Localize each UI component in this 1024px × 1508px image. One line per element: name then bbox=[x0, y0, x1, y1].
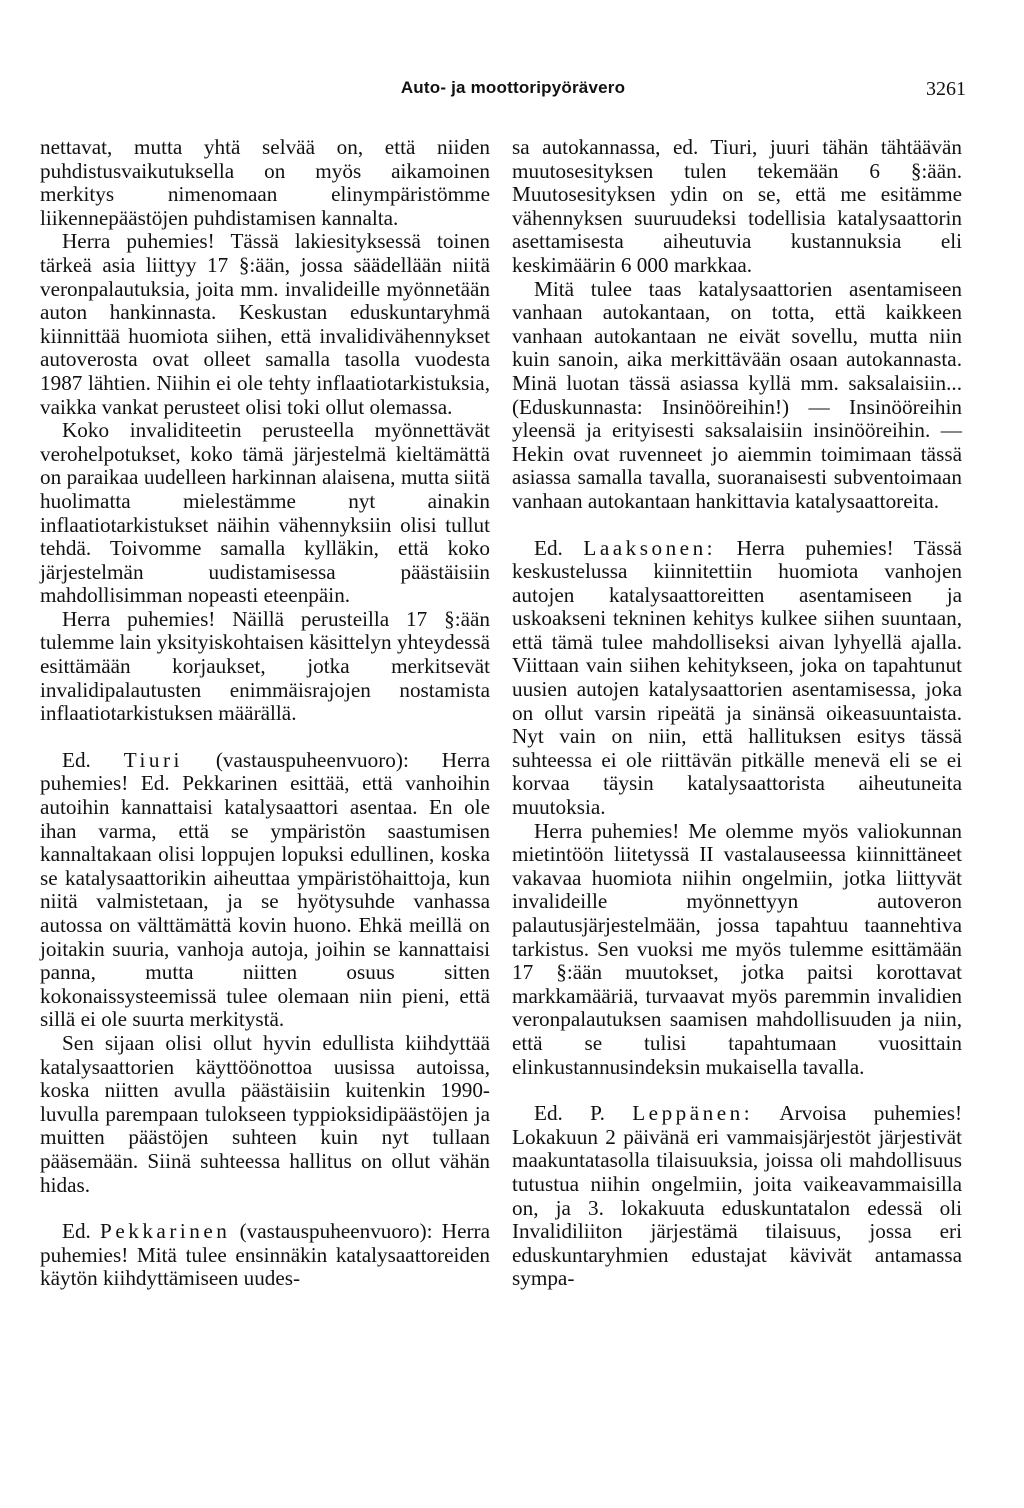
speaker-name: Tiuri bbox=[123, 747, 183, 772]
paragraph: Herra puhemies! Tässä lakiesityksessä toinen tärkeä asia liittyy 17 §:ään, jossa säädellään niitä veronpalautuksia, joita mm. invalideille myönnetään auton hankinnasta. Keskustan eduskuntaryhmä kiinnittää huomiota siihen, että invalidivähennykset autoverosta ovat olleet samalla tasolla vuodesta 1987 lähtien. Niihin ei ole tehty inflaatiotarkistuksia, vaikka vankat perusteet olisi toki ollut olemassa. bbox=[40, 229, 490, 419]
left-column bbox=[40, 136, 490, 1291]
speaker-prefix: Ed. P. bbox=[534, 1101, 605, 1126]
paragraph: Herra puhemies! Me olemme myös valiokunnan mietintöön liitetyssä II vastalauseessa kiinnittäneet vakavaa huomiota niihin ongelmiin, jotka liittyvät invalideille myönnettyyn autoveron palautusjärjestelmään, jossa tapahtuu taannehtiva tarkistus. Sen vuoksi me myös tulemme esittämään 17 §:ään muutokset, jotka paitsi korottavat markkamääriä, turvaavat myös paremmin invalidien veronpalautuksen saamisen mahdollisuuden ja niin, että se tulisi tapahtumaan vuosittain elinkustannusindeksin mukaisella tavalla. bbox=[512, 818, 962, 1079]
paragraph: Mitä tulee taas katalysaattorien asentamiseen vanhaan autokantaan, on totta, että kaikkeen vanhaan autokantaan ne eivät sovellu, mutta niin kuin sanoin, aika merkittävään osaan autokannasta. Minä luotan tässä asiassa kyllä mm. saksalaisiin... (Eduskunnasta: Insinööreihin!) — Insinööreihin yleensä ja erityisesti saksalaisiin insinööreihin. — Hekin ovat ruvenneet jo aiemmin toimimaan tässä asiassa samalla tavalla, suoranaisesti subventoimaan vanhaan autokantaan hankittavia katalysaattoreita. bbox=[512, 276, 962, 513]
page-number: 3261 bbox=[926, 78, 966, 100]
paragraph: Herra puhemies! Näillä perusteilla 17 §:ään tulemme lain yksityiskohtaisen käsittelyn yhteydessä esittämään korjaukset, jotka merkitsevät invalidipalautusten enimmäisrajojen nostamista inflaatiotarkistuksen määrällä. bbox=[40, 606, 490, 726]
running-title: Auto- ja moottoripyörävero bbox=[400, 78, 626, 97]
speech-text: (vastauspuheenvuoro): Herra puhemies! Mitä tulee ensinnäkin katalysaattoreiden käytön kiihdyttämiseen uudes- bbox=[40, 1219, 490, 1291]
speaker-name: Pekkarinen bbox=[100, 1219, 231, 1244]
paragraph: nettavat, mutta yhtä selvää on, että niiden puhdistusvaikutuksella on myös aikamoinen merkitys nimenomaan elinympäristömme liikennepäästöjen puhdistamisen kannalta. bbox=[40, 135, 490, 230]
speech-tiuri bbox=[40, 749, 490, 1032]
speaker-name: Laaksonen: bbox=[583, 535, 717, 560]
right-column bbox=[512, 136, 962, 1291]
speech-laaksonen bbox=[512, 537, 962, 820]
speech-text: Arvoisa puhemies! Lokakuun 2 päivänä eri vammaisjärjestöt järjestivät maakuntatasolla tilaisuuksia, joissa oli mahdollisuus tutustua niihin ongelmiin, joita vaikeavammaisilla on, ja 3. lokakuuta eduskuntatalon edessä oli Invalidiliiton järjestämä tilaisuus, jossa eri eduskuntaryhmien edustajat kävivät antamassa sympa- bbox=[512, 1101, 962, 1291]
paragraph: Sen sijaan olisi ollut hyvin edullista kiihdyttää katalysaattorien käyttöönottoa uusissa autoissa, koska niitten avulla päästäisiin kuitenkin 1990-luvulla parempaan tulokseen typpioksidipäästöjen ja muitten päästöjen suhteen kuin nyt tullaan pääsemään. Siinä suhteessa hallitus on ollut vähän hidas. bbox=[40, 1030, 490, 1197]
speech-text: (vastauspuheenvuoro): Herra puhemies! Ed. Pekkarinen esittää, että vanhoihin autoihin kannattaisi katalysaattori asentaa. En ole ihan varma, että se ympäristön saastumisen kannaltakaan olisi loppujen lopuksi edullinen, koska se katalysaattorikin aiheuttaa ympäristöhaittoja, kun niitä valmistetaan, ja se hyötysuhde vanhassa autossa on välttämättä kovin huono. Ehkä meillä on joitakin suuria, vanhoja autoja, joihin se kannattaisi panna, mutta niitten osuus sitten kokonaissysteemissä tulee olemaan niin pieni, että sillä ei ole suurta merkitystä. bbox=[40, 747, 490, 1032]
paragraph: Koko invaliditeetin perusteella myönnettävät verohelpotukset, koko tämä järjestelmä kieltämättä on paraikaa uudelleen harkinnan alaisena, mutta siitä huolimatta mielestämme nyt ainakin inflaatiotarkistukset näihin vähennyksiin olisi tullut tehdä. Toivomme samalla kylläkin, että koko järjestelmän uudistamisessa päästäisiin mahdollisimman nopeasti eteenpäin. bbox=[40, 418, 490, 608]
speaker-name: Leppänen: bbox=[632, 1101, 754, 1126]
speaker-prefix: Ed. bbox=[62, 1219, 91, 1244]
speech-leppanen bbox=[512, 1102, 962, 1291]
paragraph: sa autokannassa, ed. Tiuri, juuri tähän tähtäävän muutosesityksen tulen tekemään 6 §:ään. Muutosesityksen ydin on se, että me esitämme vähennyksen suuruudeksi todellisia katalysaattorin asettamisesta aiheutuvia kustannuksia eli keskimäärin 6 000 markkaa. bbox=[512, 135, 962, 277]
speaker-prefix: Ed. bbox=[62, 747, 91, 772]
speech-pekkarinen bbox=[40, 1220, 490, 1291]
speaker-prefix: Ed. bbox=[534, 535, 563, 560]
speech-text: Herra puhemies! Tässä keskustelussa kiinnitettiin huomiota vanhojen autojen katalysaattoreitten asentamiseen ja uskoakseni tekninen kehitys kulkee siihen suuntaan, että tämä tulee mahdolliseksi aivan lyhyellä ajalla. Viittaan vain siihen kehitykseen, joka on tapahtunut uusien autojen katalysaattorien asentamisessa, joka on ollut varsin ripeätä ja sinänsä oikeasuuntaista. Nyt vain on niin, että hallituksen esitys tässä suhteessa ei ole riittävän pitkälle menevä eli se ei korvaa täysin katalysaattorista aiheutuneita muutoksia. bbox=[512, 535, 963, 820]
